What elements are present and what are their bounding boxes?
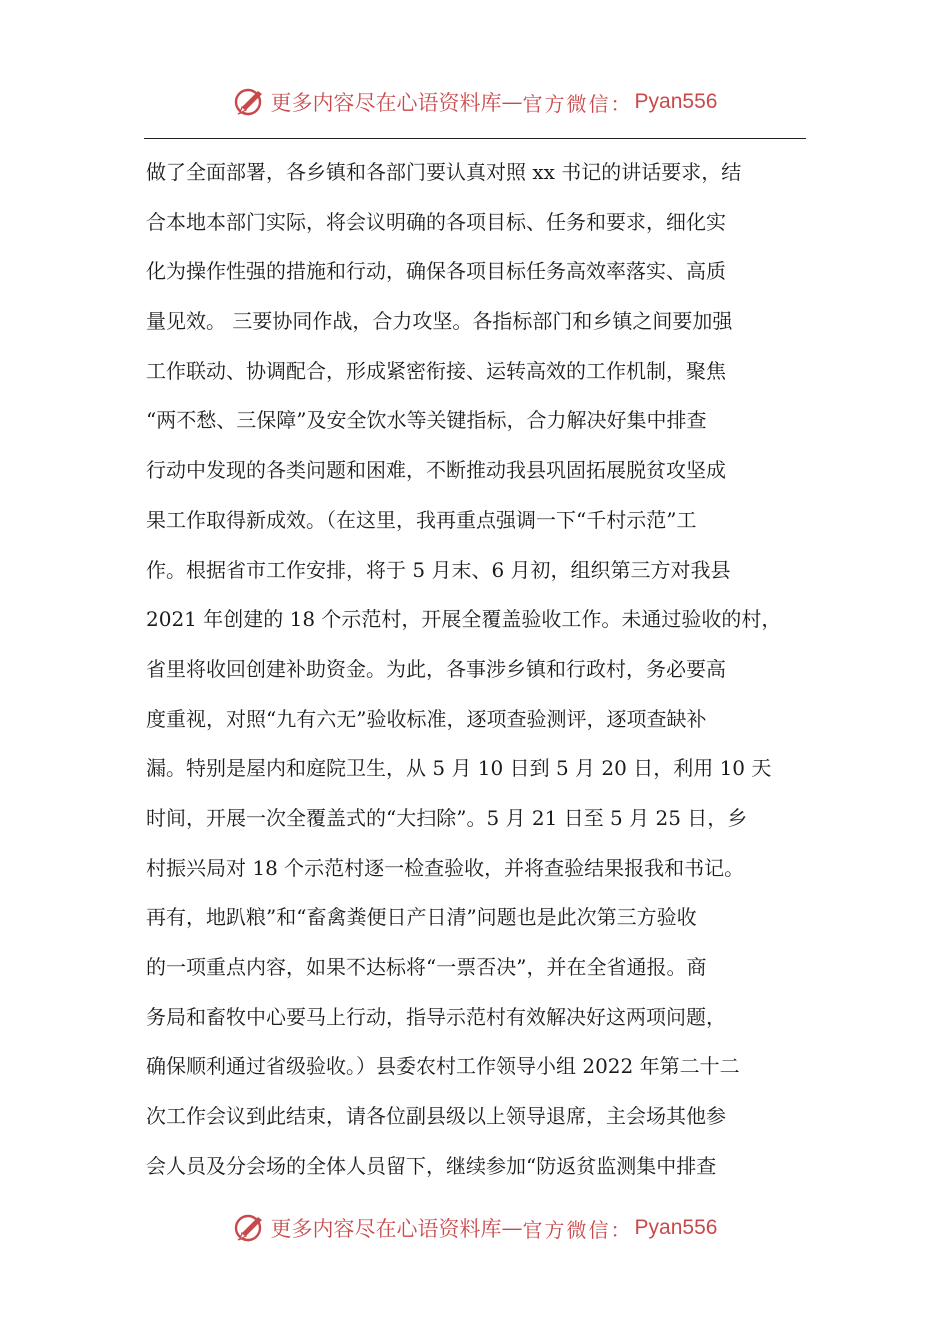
text-line: 做了全面部署，各乡镇和各部门要认真对照 xx 书记的讲话要求，结	[146, 160, 742, 184]
footer-brand: 更多内容尽在心语资料库	[270, 1217, 502, 1241]
text-line: 次工作会议到此结束，请各位副县级以上领导退席，主会场其他参	[146, 1104, 726, 1129]
text-line: 果工作取得新成效。（在这里，我再重点强调一下“千村示范”工	[146, 507, 697, 532]
header-brand: 更多内容尽在心语资料库	[270, 91, 502, 115]
text-line: 工作联动、协调配合，形成紧密衔接、运转高效的工作机制，聚焦	[146, 358, 726, 383]
header-account: Pyan556	[634, 90, 718, 113]
text-line: 的一项重点内容，如果不达标将“一票否决”，并在全省通报。商	[146, 955, 707, 979]
text-line: 化为操作性强的措施和行动，确保各项目标任务高效率落实、高质	[146, 259, 726, 284]
text-line: 行动中发现的各类问题和困难，不断推动我县巩固拓展脱贫攻坚成	[146, 458, 726, 483]
text-line: “两不愁、三保障”及安全饮水等关键指标，合力解决好集中排查	[146, 408, 707, 433]
text-line: 漏。特别是屋内和庭院卫生，从 5 月 10 日到 5 月 20 日，利用 10 天	[146, 756, 772, 781]
text-line: 村振兴局对 18 个示范村逐一检查验收，并将查验结果报我和书记。	[146, 855, 745, 880]
pen-logo-icon	[233, 85, 267, 119]
footer-dash: —	[501, 1216, 523, 1240]
text-line: 确保顺利通过省级验收。）县委农村工作领导小组 2022 年第二十二	[146, 1054, 740, 1079]
text-line: 合本地本部门实际，将会议明确的各项目标、任务和要求，细化实	[146, 209, 726, 234]
text-line: 量见效。 三要协同作战，合力攻坚。各指标部门和乡镇之间要加强	[146, 309, 733, 334]
text-line: 度重视，对照“九有六无”验收标准，逐项查验测评，逐项查缺补	[146, 706, 707, 731]
text-line: 务局和畜牧中心要马上行动，指导示范村有效解决好这两项问题，	[146, 1004, 726, 1029]
body-text	[146, 148, 822, 1191]
text-line: 再有，地趴粮”和“畜禽粪便日产日清”问题也是此次第三方验收	[146, 905, 697, 930]
footer-account: Pyan556	[634, 1216, 718, 1239]
pen-logo-icon	[233, 1211, 267, 1245]
header-banner	[0, 80, 950, 124]
text-line: 会人员及分会场的全体人员留下，继续参加“防返贫监测集中排查	[146, 1153, 717, 1178]
text-line: 2021 年创建的 18 个示范村，开展全覆盖验收工作。未通过验收的村，	[146, 607, 782, 632]
text-line: 省里将收回创建补助资金。为此，各事涉乡镇和行政村，务必要高	[146, 656, 726, 681]
header-wechat-label: 官方微信：	[522, 91, 633, 116]
footer-wechat-label: 官方微信：	[522, 1217, 633, 1242]
header-divider	[144, 138, 806, 139]
footer-banner	[0, 1206, 950, 1250]
text-line: 作。根据省市工作安排，将于 5 月末、6 月初，组织第三方对我县	[146, 557, 731, 582]
text-line: 时间，开展一次全覆盖式的“大扫除”。5 月 21 日至 5 月 25 日，乡	[146, 805, 748, 830]
header-dash: —	[501, 90, 523, 114]
